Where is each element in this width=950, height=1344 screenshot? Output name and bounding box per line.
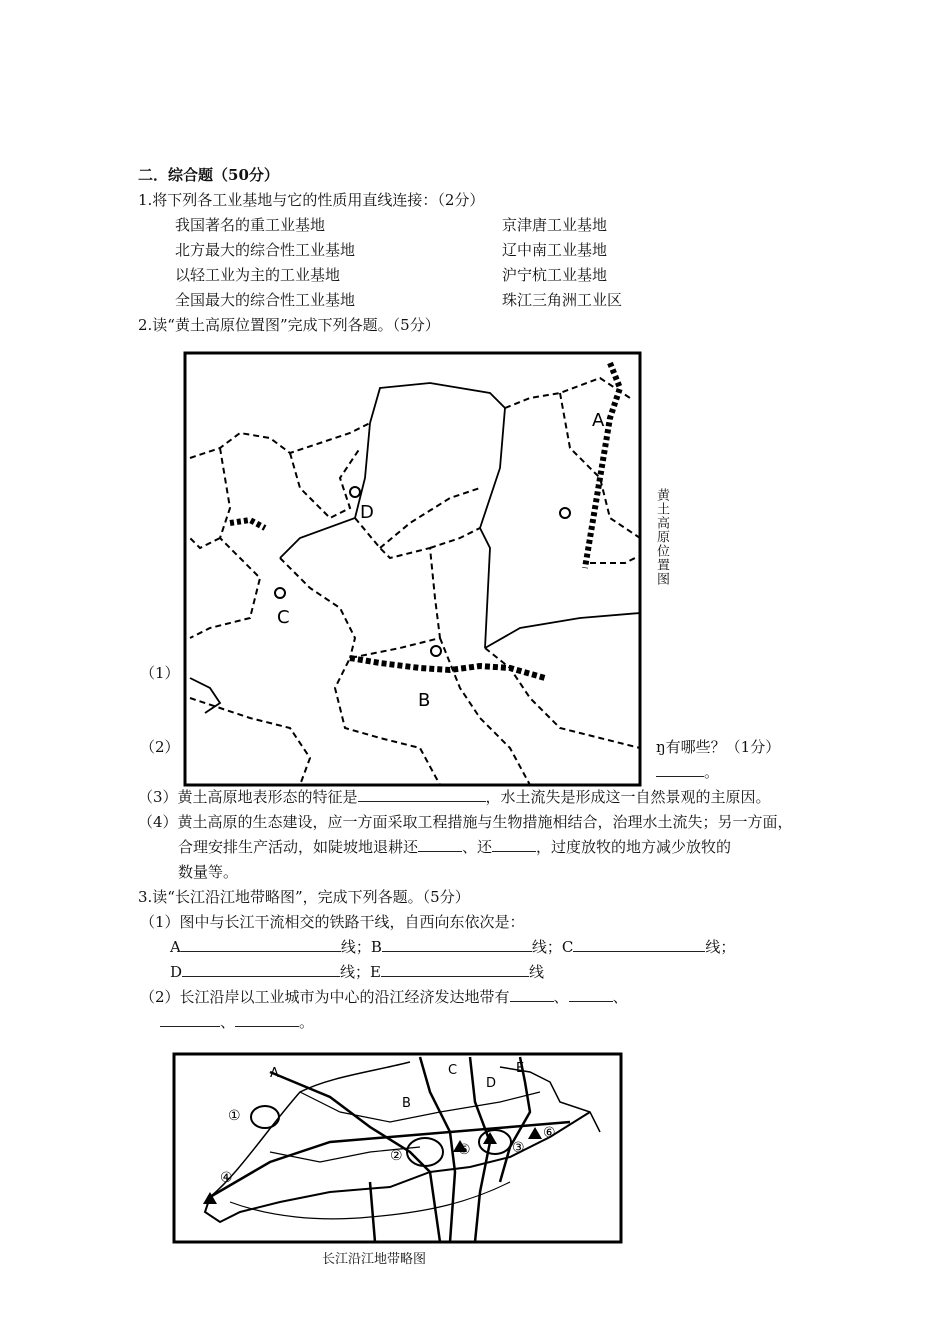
map-label-c: C: [277, 607, 290, 628]
answer-blank[interactable]: [656, 762, 704, 777]
answer-blank[interactable]: [182, 962, 340, 977]
q2-sub4-text: 合理安排生产活动，如陡坡地退耕还: [178, 838, 419, 856]
map-number-1: ①: [228, 1108, 241, 1124]
q3-sub2-text: （2）长江沿岸以工业城市为中心的沿江经济发达地带有: [140, 988, 510, 1006]
answer-blank[interactable]: [418, 837, 462, 852]
q2-sub4-text: ，过度放牧的地方减少放牧的: [536, 838, 732, 856]
q1-left-item: 全国最大的综合性工业基地: [175, 291, 356, 309]
map-number-4: ④: [220, 1170, 233, 1186]
q1-stem: 1.将下列各工业基地与它的性质用直线连接：（2分）: [138, 191, 485, 209]
yangtze-map: [170, 1052, 625, 1244]
q1-right-item: 珠江三角洲工业区: [502, 291, 623, 309]
map-number-5: ⑤: [458, 1142, 471, 1158]
rail-label-a: A: [170, 938, 181, 956]
q2-sub3-text: （3）黄土高原地表形态的特征是: [138, 788, 358, 806]
answer-blank[interactable]: [235, 1012, 299, 1027]
answer-blank[interactable]: [358, 787, 486, 802]
q2-sub4-line3: 数量等。: [178, 863, 239, 881]
q1-left-item: 以轻工业为主的工业基地: [175, 266, 341, 284]
answer-blank[interactable]: [492, 837, 536, 852]
map-caption-yangtze: 长江沿江地带略图: [322, 1252, 427, 1267]
section-title: 二．综合题（50分）: [138, 166, 279, 184]
rail-label-e: 线；E: [340, 963, 381, 981]
rail-label-b: 线；B: [340, 938, 382, 956]
city-circle-d: [350, 487, 360, 497]
answer-blank[interactable]: [160, 1012, 220, 1027]
map-label-a: A: [592, 410, 605, 431]
map-caption-loess: 黄土高原位置图: [654, 488, 669, 586]
answer-blank[interactable]: [569, 987, 613, 1002]
city-circle-a: [560, 508, 570, 518]
q1-left-item: 我国著名的重工业基地: [175, 216, 326, 234]
answer-blank[interactable]: [382, 937, 532, 952]
q1-right-item: 京津唐工业基地: [502, 216, 608, 234]
map-number-3: ③: [512, 1140, 525, 1156]
separator: 、: [220, 1013, 236, 1031]
q2-sub3-text-tail: ，水土流失是形成这一自然景观的主原因。: [485, 788, 771, 806]
q1-right-item: 沪宁杭工业基地: [502, 266, 608, 284]
q2-sub2-end: 。: [704, 763, 720, 781]
rail-label-c: 线；C: [531, 938, 574, 956]
city-circle-b: [431, 646, 441, 656]
answer-blank[interactable]: [510, 987, 554, 1002]
separator: 、: [612, 988, 628, 1006]
rail-label-end: 线；: [705, 938, 736, 956]
period: 。: [299, 1013, 315, 1031]
map-number-6: ⑥: [543, 1125, 556, 1141]
q1-right-item: 辽中南工业基地: [502, 241, 608, 259]
answer-blank[interactable]: [573, 937, 705, 952]
q2-stem: 2.读“黄土高原位置图”完成下列各题。（5分）: [138, 316, 440, 334]
map-label-c: C: [448, 1063, 458, 1078]
separator: 、: [553, 988, 569, 1006]
answer-blank[interactable]: [381, 962, 529, 977]
loess-plateau-map: [180, 348, 643, 790]
rail-label-end: 线: [528, 963, 544, 981]
map-label-d: D: [360, 502, 374, 523]
q2-sub2-tail: ŋ有哪些？（1分）: [656, 738, 781, 756]
q1-left-item: 北方最大的综合性工业基地: [175, 241, 356, 259]
q3-stem: 3.读“长江沿江地带略图”，完成下列各题。（5分）: [138, 888, 470, 906]
q2-sub2: （2）: [140, 738, 180, 756]
map-label-b: B: [402, 1096, 411, 1111]
q3-sub1: （1）图中与长江干流相交的铁路干线，自西向东依次是：: [140, 913, 525, 931]
map-label-e: E: [516, 1061, 525, 1076]
map-label-d: D: [486, 1076, 497, 1091]
q2-sub1: （1）: [140, 664, 180, 682]
answer-blank[interactable]: [181, 937, 341, 952]
map-number-2: ②: [390, 1148, 403, 1164]
map-label-b: B: [418, 690, 431, 711]
map-label-a: A: [270, 1066, 279, 1081]
city-circle-c: [275, 588, 285, 598]
q2-sub4-line1: （4）黄土高原的生态建设，应一方面采取工程措施与生物措施相结合，治理水土流失；另一方面，: [138, 813, 793, 831]
q2-sub4-text: 、还: [462, 838, 493, 856]
rail-label-d: D: [170, 963, 183, 981]
